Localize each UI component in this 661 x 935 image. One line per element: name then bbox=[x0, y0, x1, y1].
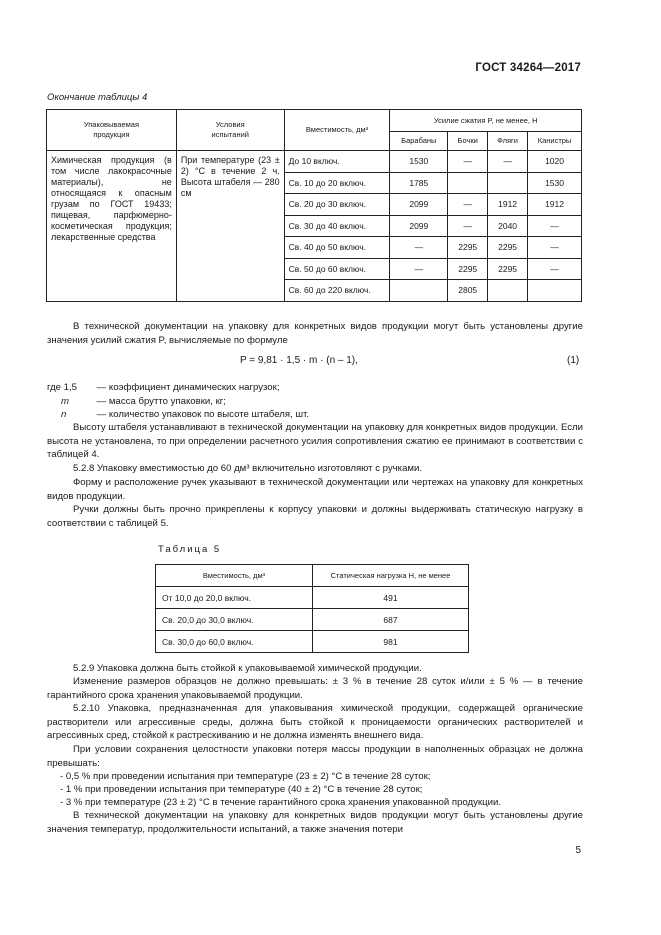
header-drums: Барабаны bbox=[390, 132, 448, 151]
drums-cell: — bbox=[390, 237, 448, 259]
canisters-cell: 1020 bbox=[528, 151, 582, 173]
paragraph: В технической документации на упаковку для конкретных видов продукции могут быть установлены другие значения усилий сжатия P, вычисляемые по формуле bbox=[47, 321, 583, 346]
drums-cell: 2099 bbox=[390, 215, 448, 237]
table4-caption: Окончание таблицы 4 bbox=[47, 92, 148, 103]
paragraph: При условии сохранения целостности упаковки потеря массы продукции в наполненных образцах не должна превышать: bbox=[47, 744, 583, 769]
product-description: Химическая продукция (в том числе лакокрасочные материалы), не относящаяся к опасным грузам по ГОСТ 19433; пищевая, парфюмерно-косметическая продукция; лекарственные средства bbox=[47, 151, 177, 302]
load-cell: 491 bbox=[313, 587, 469, 609]
header-conditions: Условия испытаний bbox=[176, 110, 284, 151]
barrels-cell: 2805 bbox=[448, 280, 488, 302]
load-cell: 687 bbox=[313, 609, 469, 631]
flasks-cell: 1912 bbox=[488, 194, 528, 216]
canisters-cell: — bbox=[528, 237, 582, 259]
flasks-cell bbox=[488, 280, 528, 302]
table-5 bbox=[155, 564, 469, 653]
paragraph: Форму и расположение ручек указывают в технической документации или чертежах на упаковку для конкретных видов продукции. bbox=[47, 477, 583, 502]
canisters-cell: — bbox=[528, 215, 582, 237]
header-product: Упаковываемая продукция bbox=[47, 110, 177, 151]
flasks-cell: 2295 bbox=[488, 237, 528, 259]
capacity-cell: Св. 20 до 30 включ. bbox=[284, 194, 390, 216]
header-flasks: Фляги bbox=[488, 132, 528, 151]
drums-cell: — bbox=[390, 258, 448, 280]
flasks-cell bbox=[488, 172, 528, 194]
paragraph: 5.2.10 Упаковка, предназначенная для упаковывания химической продукции, содержащей органические растворители или агрессивные среды, должна быть стойкой к проницаемости органических растворителей и агрессивных сред, стойкой к растрескиванию и не должна изменять внешнего вида. bbox=[47, 703, 583, 741]
paragraph: Изменение размеров образцов не должно превышать: ± 3 % в течение 28 суток и/или ± 5 % — в течение гарантийного срока хранения упаковываемой продукции. bbox=[47, 676, 583, 701]
barrels-cell bbox=[448, 172, 488, 194]
load-cell: 981 bbox=[313, 631, 469, 653]
capacity-cell: Св. 20,0 до 30,0 включ. bbox=[156, 609, 313, 631]
paragraph: 5.2.9 Упаковка должна быть стойкой к упаковываемой химической продукции. bbox=[73, 663, 422, 674]
list-item: - 3 % при температуре (23 ± 2) °С в течение гарантийного срока хранения упакованной продукции. bbox=[60, 797, 501, 808]
canisters-cell: 1530 bbox=[528, 172, 582, 194]
flasks-cell: 2040 bbox=[488, 215, 528, 237]
flasks-cell: — bbox=[488, 151, 528, 173]
paragraph: Ручки должны быть прочно прикреплены к корпусу упаковки и должны выдерживать статическую нагрузку в соответствии с таблицей 5. bbox=[47, 504, 583, 529]
definition-symbol: m bbox=[61, 395, 69, 407]
formula-definitions bbox=[47, 381, 309, 422]
capacity-cell: Св. 40 до 50 включ. bbox=[284, 237, 390, 259]
header-capacity: Вместимость, дм³ bbox=[156, 565, 313, 587]
paragraph: 5.2.8 Упаковку вместимостью до 60 дм³ включительно изготовляют с ручками. bbox=[73, 463, 423, 474]
flasks-cell: 2295 bbox=[488, 258, 528, 280]
standard-number: ГОСТ 34264—2017 bbox=[475, 62, 581, 74]
barrels-cell: 2295 bbox=[448, 237, 488, 259]
formula: P = 9,81 · 1,5 · m · (n – 1), bbox=[240, 355, 358, 366]
header-static-load: Статическая нагрузка Н, не менее bbox=[313, 565, 469, 587]
header-capacity: Вместимость, дм³ bbox=[284, 110, 390, 151]
header-barrels: Бочки bbox=[448, 132, 488, 151]
canisters-cell bbox=[528, 280, 582, 302]
drums-cell bbox=[390, 280, 448, 302]
barrels-cell: — bbox=[448, 215, 488, 237]
list-item: - 1 % при проведении испытания при температуре (40 ± 2) °С в течение 28 суток; bbox=[60, 784, 423, 795]
barrels-cell: — bbox=[448, 151, 488, 173]
canisters-cell: — bbox=[528, 258, 582, 280]
list-item: - 0,5 % при проведении испытания при температуре (23 ± 2) °С в течение 28 суток; bbox=[60, 771, 431, 782]
definition-symbol: n bbox=[61, 409, 67, 420]
definition-text: — масса брутто упаковки, кг; bbox=[96, 395, 226, 407]
capacity-cell: До 10 включ. bbox=[284, 151, 390, 173]
definition-text: — коэффициент динамических нагрузок; bbox=[96, 382, 280, 393]
capacity-cell: Св. 30 до 40 включ. bbox=[284, 215, 390, 237]
header-force: Усилие сжатия P, не менее, Н bbox=[390, 110, 582, 132]
drums-cell: 1785 bbox=[390, 172, 448, 194]
capacity-cell: От 10,0 до 20,0 включ. bbox=[156, 587, 313, 609]
paragraph: В технической документации на упаковку для конкретных видов продукции могут быть установлены другие значения температур, продолжительности испытаний, а также значения потери bbox=[47, 810, 583, 835]
definition-symbol: где 1,5 bbox=[47, 382, 78, 393]
paragraph: Высоту штабеля устанавливают в технической документации на упаковку для конкретных видов продукции. Если высота не установлена, то при определении расчетного усилия сопротивления сжатию ее принимают в соответствии с таблицей 4. bbox=[47, 422, 583, 460]
page-number: 5 bbox=[575, 845, 581, 856]
header-canisters: Канистры bbox=[528, 132, 582, 151]
canisters-cell: 1912 bbox=[528, 194, 582, 216]
capacity-cell: Св. 60 до 220 включ. bbox=[284, 280, 390, 302]
capacity-cell: Св. 10 до 20 включ. bbox=[284, 172, 390, 194]
table5-caption: Таблица 5 bbox=[158, 544, 222, 555]
barrels-cell: 2295 bbox=[448, 258, 488, 280]
barrels-cell: — bbox=[448, 194, 488, 216]
definition-text: — количество упаковок по высоте штабеля, шт. bbox=[96, 409, 310, 420]
test-conditions: При температуре (23 ± 2) °С в течение 2 ч. Высота штабеля — 280 см bbox=[176, 151, 284, 302]
drums-cell: 2099 bbox=[390, 194, 448, 216]
formula-number: (1) bbox=[567, 355, 580, 366]
capacity-cell: Св. 30,0 до 60,0 включ. bbox=[156, 631, 313, 653]
capacity-cell: Св. 50 до 60 включ. bbox=[284, 258, 390, 280]
drums-cell: 1530 bbox=[390, 151, 448, 173]
table-4 bbox=[46, 109, 582, 302]
